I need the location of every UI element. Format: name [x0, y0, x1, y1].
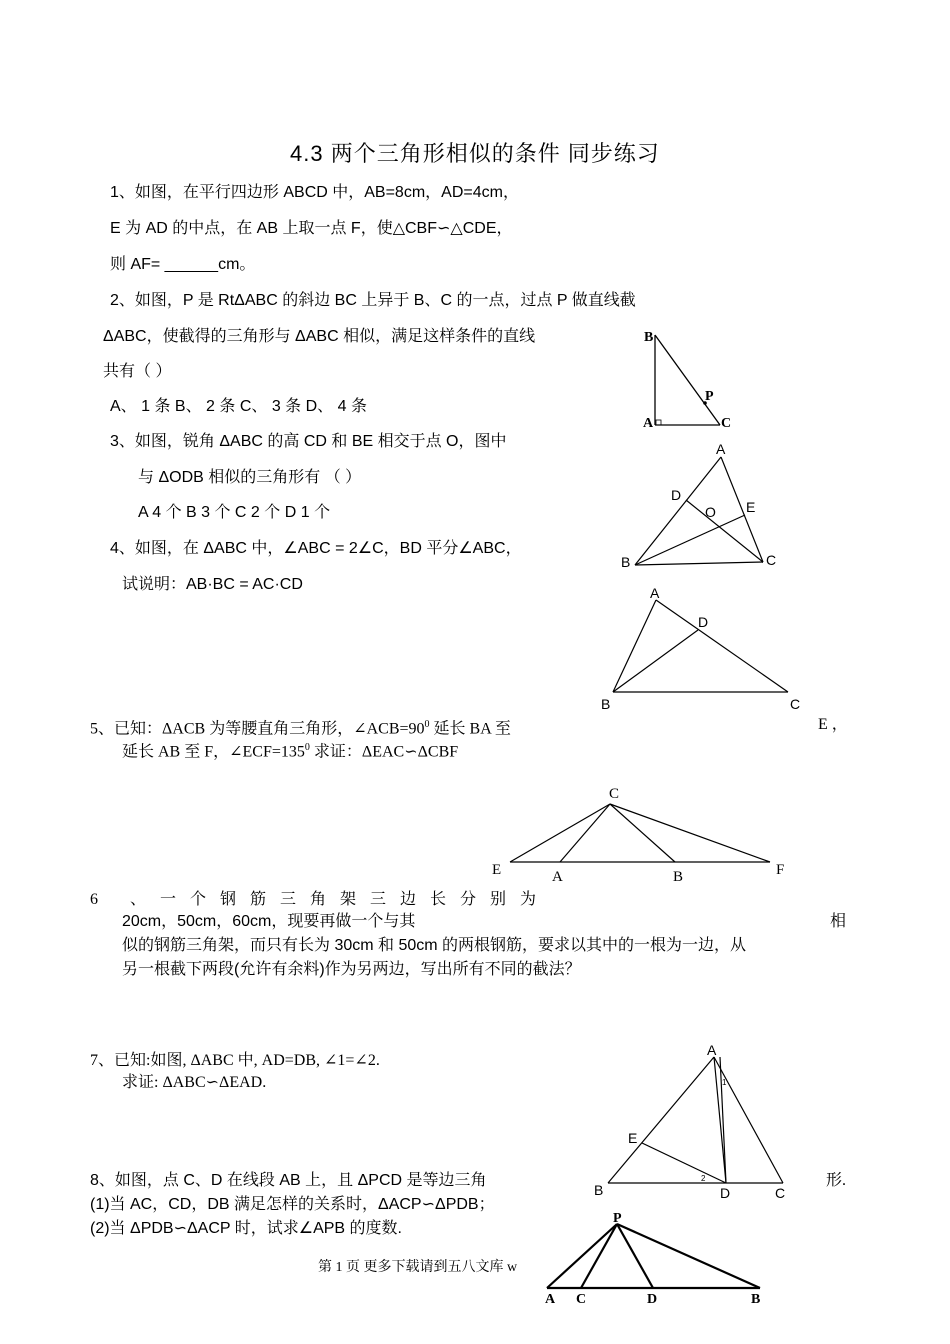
q3-line1: 3、如图，锐角 ΔABC 的高 CD 和 BE 相交于点 O，图中	[110, 433, 507, 450]
q5-line2-tail-text: 求证：ΔEAC∽ΔCBF	[309, 743, 459, 761]
q6-line2-tail: 相	[830, 913, 847, 930]
q8-figure	[535, 1210, 775, 1310]
q5-sup1: 0	[424, 719, 430, 730]
q6-line1: 6 、一个钢筋三角架三边长分别为	[90, 891, 551, 908]
q1-line2: E 为 AD 的中点，在 AB 上取一点 F，使△CBF∽△CDE，	[110, 220, 513, 237]
q5-figure	[485, 780, 795, 885]
q4-line1: 4、如图，在 ΔABC 中，∠ABC = 2∠C，BD 平分∠ABC，	[110, 540, 522, 557]
q8-label-c: C	[576, 1292, 587, 1307]
q3-figure	[615, 440, 785, 572]
q5-line2-text: 延长 AB 至 F，∠ECF=135	[122, 743, 305, 761]
q2-line1: 2、如图，P 是 RtΔABC 的斜边 BC 上异于 B、C 的一点，过点 P 做直线截	[110, 292, 636, 309]
q5-label-b: B	[673, 869, 684, 885]
q5-line1	[90, 715, 511, 739]
q3-label-b: B	[621, 554, 631, 570]
q5-label-e: E	[492, 862, 502, 878]
q5-label-a: A	[552, 869, 563, 885]
q2-label-b: B	[644, 330, 654, 345]
q8-line2: (1)当 AC，CD，DB 满足怎样的关系时，ΔACP∽ΔPDB；	[90, 1196, 495, 1213]
q4-label-d: D	[698, 614, 709, 630]
q8-label-p: P	[613, 1211, 622, 1226]
page-footer: 第 1 页 更多下载请到五八文库 w	[318, 1260, 518, 1275]
q7-line1: 7、已知:如图, ΔABC 中, AD=DB, ∠1=∠2.	[90, 1052, 380, 1069]
q3-label-c: C	[766, 552, 777, 568]
q7-label-1: 1	[722, 1078, 727, 1087]
q8-line3: (2)当 ΔPDB∽ΔACP 时，试求∠APB 的度数.	[90, 1220, 402, 1237]
q6-line2: 20cm，50cm，60cm，现要再做一个与其	[122, 913, 416, 930]
q2-label-c: C	[721, 416, 732, 431]
q3-label-d: D	[671, 487, 682, 503]
q7-label-e: E	[628, 1130, 638, 1146]
q6-line3: 似的钢筋三角架，而只有长为 30cm 和 50cm 的两根钢筋，要求以其中的一根为一边，从	[122, 937, 747, 954]
q4-label-c: C	[790, 696, 801, 712]
q7-figure	[590, 1040, 795, 1205]
page-title: 4.3 两个三角形相似的条件 同步练习	[290, 141, 660, 166]
q2-line2: ΔABC，使截得的三角形与 ΔABC 相似，满足这样条件的直线	[103, 328, 536, 345]
q5-label-c: C	[609, 786, 620, 802]
q6-line4: 另一根截下两段(允许有余料)作为另两边，写出所有不同的截法？	[122, 961, 581, 978]
q3-label-o: O	[705, 504, 716, 520]
q7-label-b: B	[594, 1182, 604, 1198]
q4-label-a: A	[650, 585, 660, 601]
q7-label-d: D	[720, 1185, 731, 1201]
q8-label-a: A	[545, 1292, 556, 1307]
q8-label-d: D	[647, 1292, 658, 1307]
q4-line2: 试说明：AB·BC = AC·CD	[122, 576, 303, 593]
q1-line1: 1、如图，在平行四边形 ABCD 中，AB=8cm，AD=4cm，	[110, 184, 519, 201]
q7-label-2: 2	[701, 1174, 706, 1183]
q3-label-e: E	[746, 499, 756, 515]
q5-sup2: 0	[304, 742, 310, 753]
q2-label-a: A	[643, 416, 654, 431]
q2-line3: 共有（ ）	[103, 363, 172, 380]
q8-label-b: B	[751, 1292, 761, 1307]
q4-figure	[595, 582, 810, 714]
q5-line1-text: 5、已知：ΔACB 为等腰直角三角形，∠ACB=90	[90, 720, 425, 738]
q5-line1-tail-text: 延长 BA 至	[429, 720, 511, 738]
q2-options: A、 1 条 B、 2 条 C、 3 条 D、 4 条	[110, 398, 367, 415]
q2-figure	[638, 325, 738, 435]
q3-label-a: A	[716, 441, 726, 457]
q5-line1-tail: E ，	[818, 716, 848, 733]
q8-line1-tail: 形.	[826, 1172, 847, 1189]
q7-line2: 求证: ΔABC∽ΔEAD.	[122, 1074, 267, 1091]
q3-options: A 4 个 B 3 个 C 2 个 D 1 个	[138, 504, 331, 521]
q7-label-c: C	[775, 1185, 786, 1201]
q4-label-b: B	[601, 696, 611, 712]
q5-line2	[122, 738, 458, 762]
q1-line3: 则 AF= ______cm。	[110, 256, 256, 273]
q2-label-p: P	[705, 389, 714, 404]
q8-line1: 8、如图，点 C、D 在线段 AB 上，且 ΔPCD 是等边三角	[90, 1172, 487, 1189]
q7-label-a: A	[707, 1042, 717, 1058]
q5-label-f: F	[776, 862, 785, 878]
q3-line2: 与 ΔODB 相似的三角形有 （ ）	[138, 469, 362, 486]
